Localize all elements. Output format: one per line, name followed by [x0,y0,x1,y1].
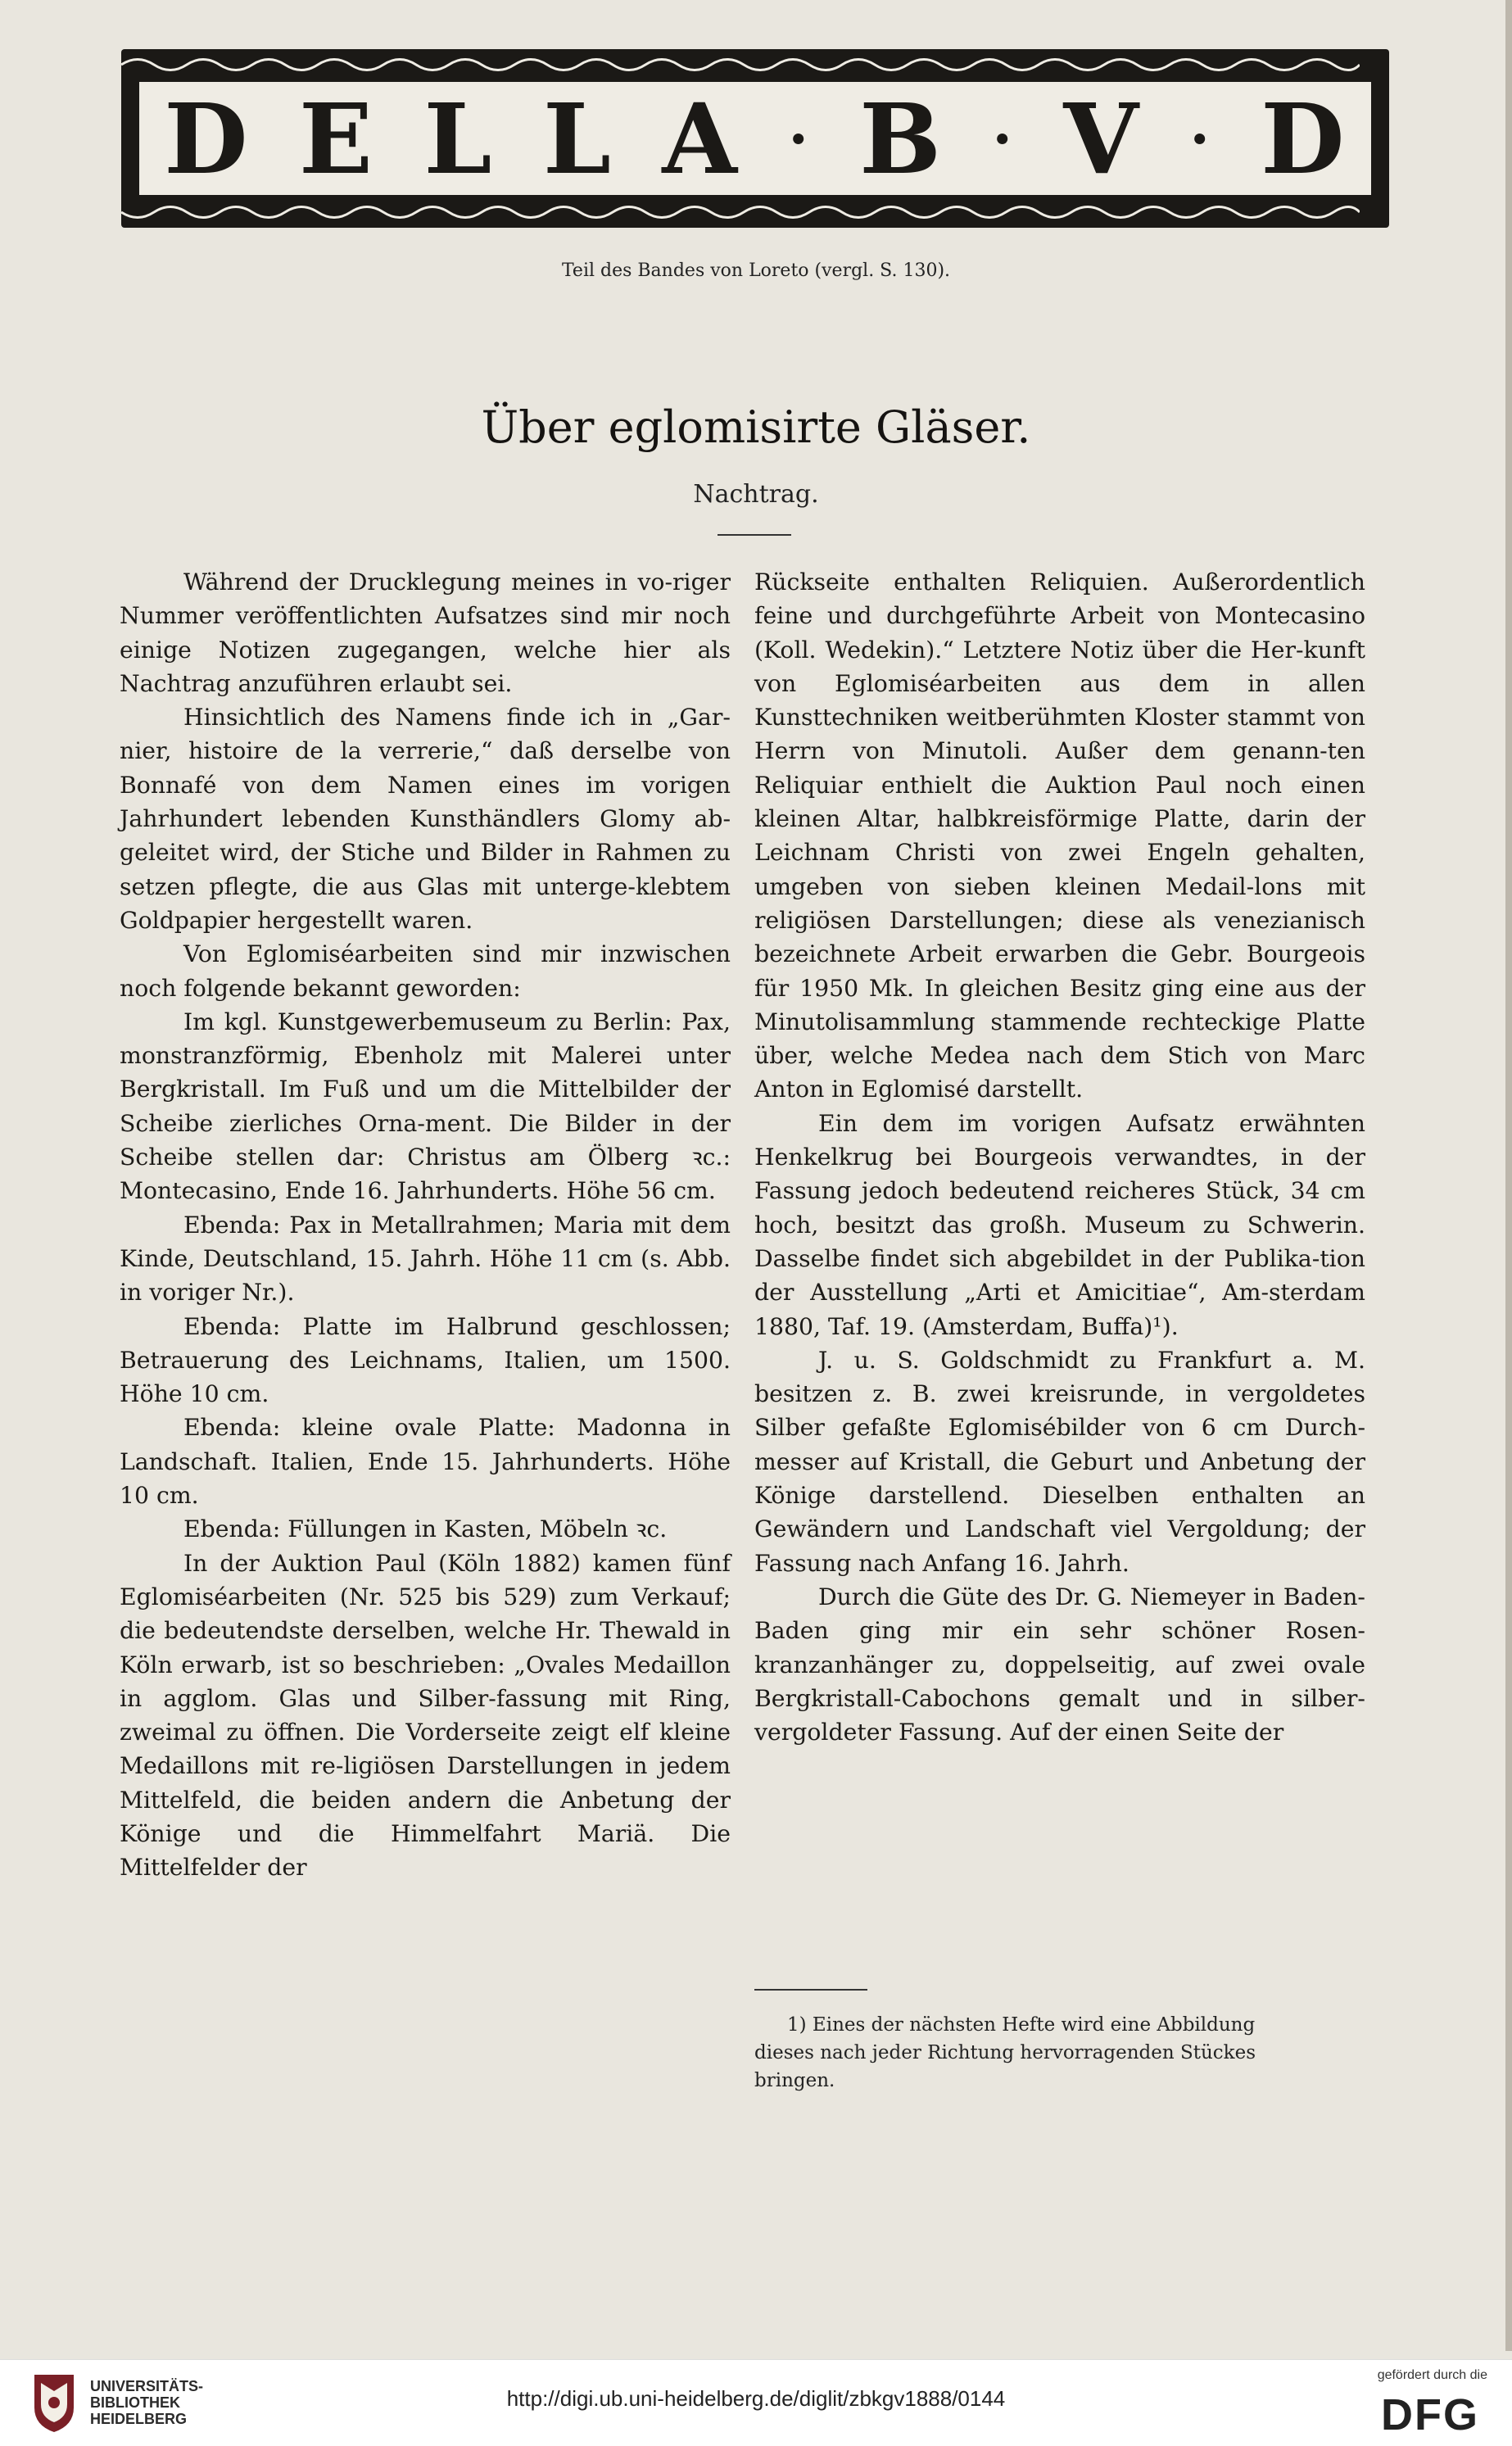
left-column [120,565,731,1885]
paragraph: Rückseite enthalten Reliquien. Außerordentlich feine und durchgeführte Arbeit von Montecasino (Koll. Wedekin).“ Letztere Notiz über die Her-kunft von Eglomiséarbeiten aus dem in allen Kunsttechniken weitberühmten Kloster stammt von Herrn von Minutoli. Außer dem genann-ten Reliquiar enthielt die Auktion Paul noch einen kleinen Altar, halbkreisförmige Platte, darin der Leichnam Christi von zwei Engeln gehalten, umgeben von sieben kleinen Medail-lons mit religiösen Darstellungen; diese als venezianisch bezeichnete Arbeit erwarben die Gebr. Bourgeois für 1950 Mk. In gleichen Besitz ging eine aus der Minutolisammlung stammende rechteckige Platte über, welche Medea nach dem Stich von Marc Anton in Eglomisé darstellt. [754,568,1365,1103]
paragraph: Ein dem im vorigen Aufsatz erwähnten Henkelkrug bei Bourgeois verwandtes, in der Fassung jedoch bedeutend reicheres Stück, 34 cm hoch, besitzt das großh. Museum zu Schwerin. Dasselbe findet sich abgebildet in der Publika-tion der Ausstellung „Arti et Amicitiae“, Am-sterdam 1880, Taf. 19. (Amsterdam, Buffa)¹). [754,1109,1365,1340]
digitization-footer [0,2359,1512,2446]
banner-letter: V [1063,81,1140,196]
banner-caption: Teil des Bandes von Loreto (vergl. S. 130). [561,260,951,281]
right-column [754,565,1365,1749]
paragraph: Während der Drucklegung meines in vo-riger Nummer veröffentlichten Aufsatzes sind mir noch einige Notizen zugegangen, welche hier als Nachtrag anzuführen erlaubt sei. [120,568,731,697]
paragraph: J. u. S. Goldschmidt zu Frankfurt a. M. besitzen z. B. zwei kreisrunde, in vergoldetes Silber gefaßte Eglomisébilder von 6 cm Durch-messer auf Kristall, die Geburt und Anbetung der Könige darstellend. Dieselben enthalten an Gewändern und Landschaft viel Vergoldung; der Fassung nach Anfang 16. Jahrh. [754,1346,1365,1577]
banner-separator: · [788,104,810,173]
paragraph: In der Auktion Paul (Köln 1882) kamen fünf Eglomiséarbeiten (Nr. 525 bis 529) zum Verkauf; die bedeutendste derselben, welche Hr. Thewald in Köln erwarb, ist so beschrieben: „Ovales Medaillon in agglom. Glas und Silber-fassung mit Ring, zweimal zu öffnen. Die Vorderseite zeigt elf kleine Medaillons mit re-ligiösen Darstellungen in jedem Mittelfeld, die beiden andern die Anbetung der Könige und die Himmelfahrt Mariä. Die Mittelfelder der [120,1549,731,1882]
funding-note: gefördert durch die [1377,2368,1487,2382]
article-title: Über eglomisirte Gläser. [481,401,1031,453]
banner-letter: B [859,81,944,196]
banner-separator: · [1189,104,1211,173]
footnote-line: dieses nach jeder Richtung hervorragenden Stückes [754,2042,1256,2063]
title-rule [718,534,791,536]
ornamental-banner [121,49,1389,228]
paragraph: Ebenda: kleine ovale Platte: Madonna in Landschaft. Italien, Ende 15. Jahrhunderts. Höhe 10 cm. [120,1414,731,1510]
source-url[interactable]: http://digi.ub.uni-heidelberg.de/diglit/zbkgv1888/0144 [506,2386,1006,2411]
banner-separator: · [992,104,1014,173]
banner-letter: D [1261,81,1347,196]
paragraph: Durch die Güte des Dr. G. Niemeyer in Baden-Baden ging mir ein sehr schöner Rosen-kranzanhänger zu, doppelseitig, auf zwei ovale Bergkristall-Cabochons gemalt und in silber-vergoldeter Fassung. Auf der einen Seite der [754,1583,1365,1746]
banner-lettering [136,79,1374,198]
paragraph: Hinsichtlich des Namens finde ich in „Gar-nier, histoire de la verrerie,“ daß derselbe von Bonnafé von dem Namen eines im vorigen Jahrhundert lebenden Kunsthändlers Glomy ab-geleitet wird, der Stiche und Bilder in Rahmen zu setzen pflegte, die aus Glas mit unterge-klebtem Goldpapier hergestellt waren. [120,704,731,934]
banner-letter: L [423,81,494,196]
banner-letter: A [662,81,739,196]
paragraph: Ebenda: Pax in Metallrahmen; Maria mit dem Kinde, Deutschland, 15. Jahrh. Höhe 11 cm (s. Abb. in voriger Nr.). [120,1211,731,1307]
scan-edge [1505,0,1512,2351]
article-subtitle: Nachtrag. [693,480,819,509]
paragraph: Im kgl. Kunstgewerbemuseum zu Berlin: Pax, monstranzförmig, Ebenholz mit Malerei unter Bergkristall. Im Fuß und um die Mittelbilder der Scheibe zierliches Orna-ment. Die Bilder in der Scheibe stellen dar: Christus am Ölberg ꝛc.: Montecasino, Ende 16. Jahrhunderts. Höhe 56 cm. [120,1008,731,1205]
university-name-line: HEIDELBERG [90,2411,188,2427]
banner-letter: D [164,81,250,196]
footnote-rule [754,1989,867,1991]
paragraph: Ebenda: Füllungen in Kasten, Möbeln ꝛc. [183,1515,668,1543]
banner-ornament-top [121,52,1360,77]
banner-letter: L [542,81,613,196]
banner-ornament-bottom [121,200,1360,224]
university-name-line: UNIVERSITÄTS- [90,2378,204,2394]
footnote [754,2011,1365,2095]
footnote-line: bringen. [754,2070,835,2091]
dfg-logo: DFG [1381,2390,1479,2439]
paragraph: Von Eglomiséarbeiten sind mir inzwischen noch folgende bekannt geworden: [120,940,731,1002]
paragraph: Ebenda: Platte im Halbrund geschlossen; Betrauerung des Leichnams, Italien, um 1500. Höhe 10 cm. [120,1312,731,1408]
footnote-line: 1) Eines der nächsten Hefte wird eine Abbildung [787,2014,1256,2036]
university-name-line: BIBLIOTHEK [90,2394,180,2411]
banner-letter: E [299,81,374,196]
